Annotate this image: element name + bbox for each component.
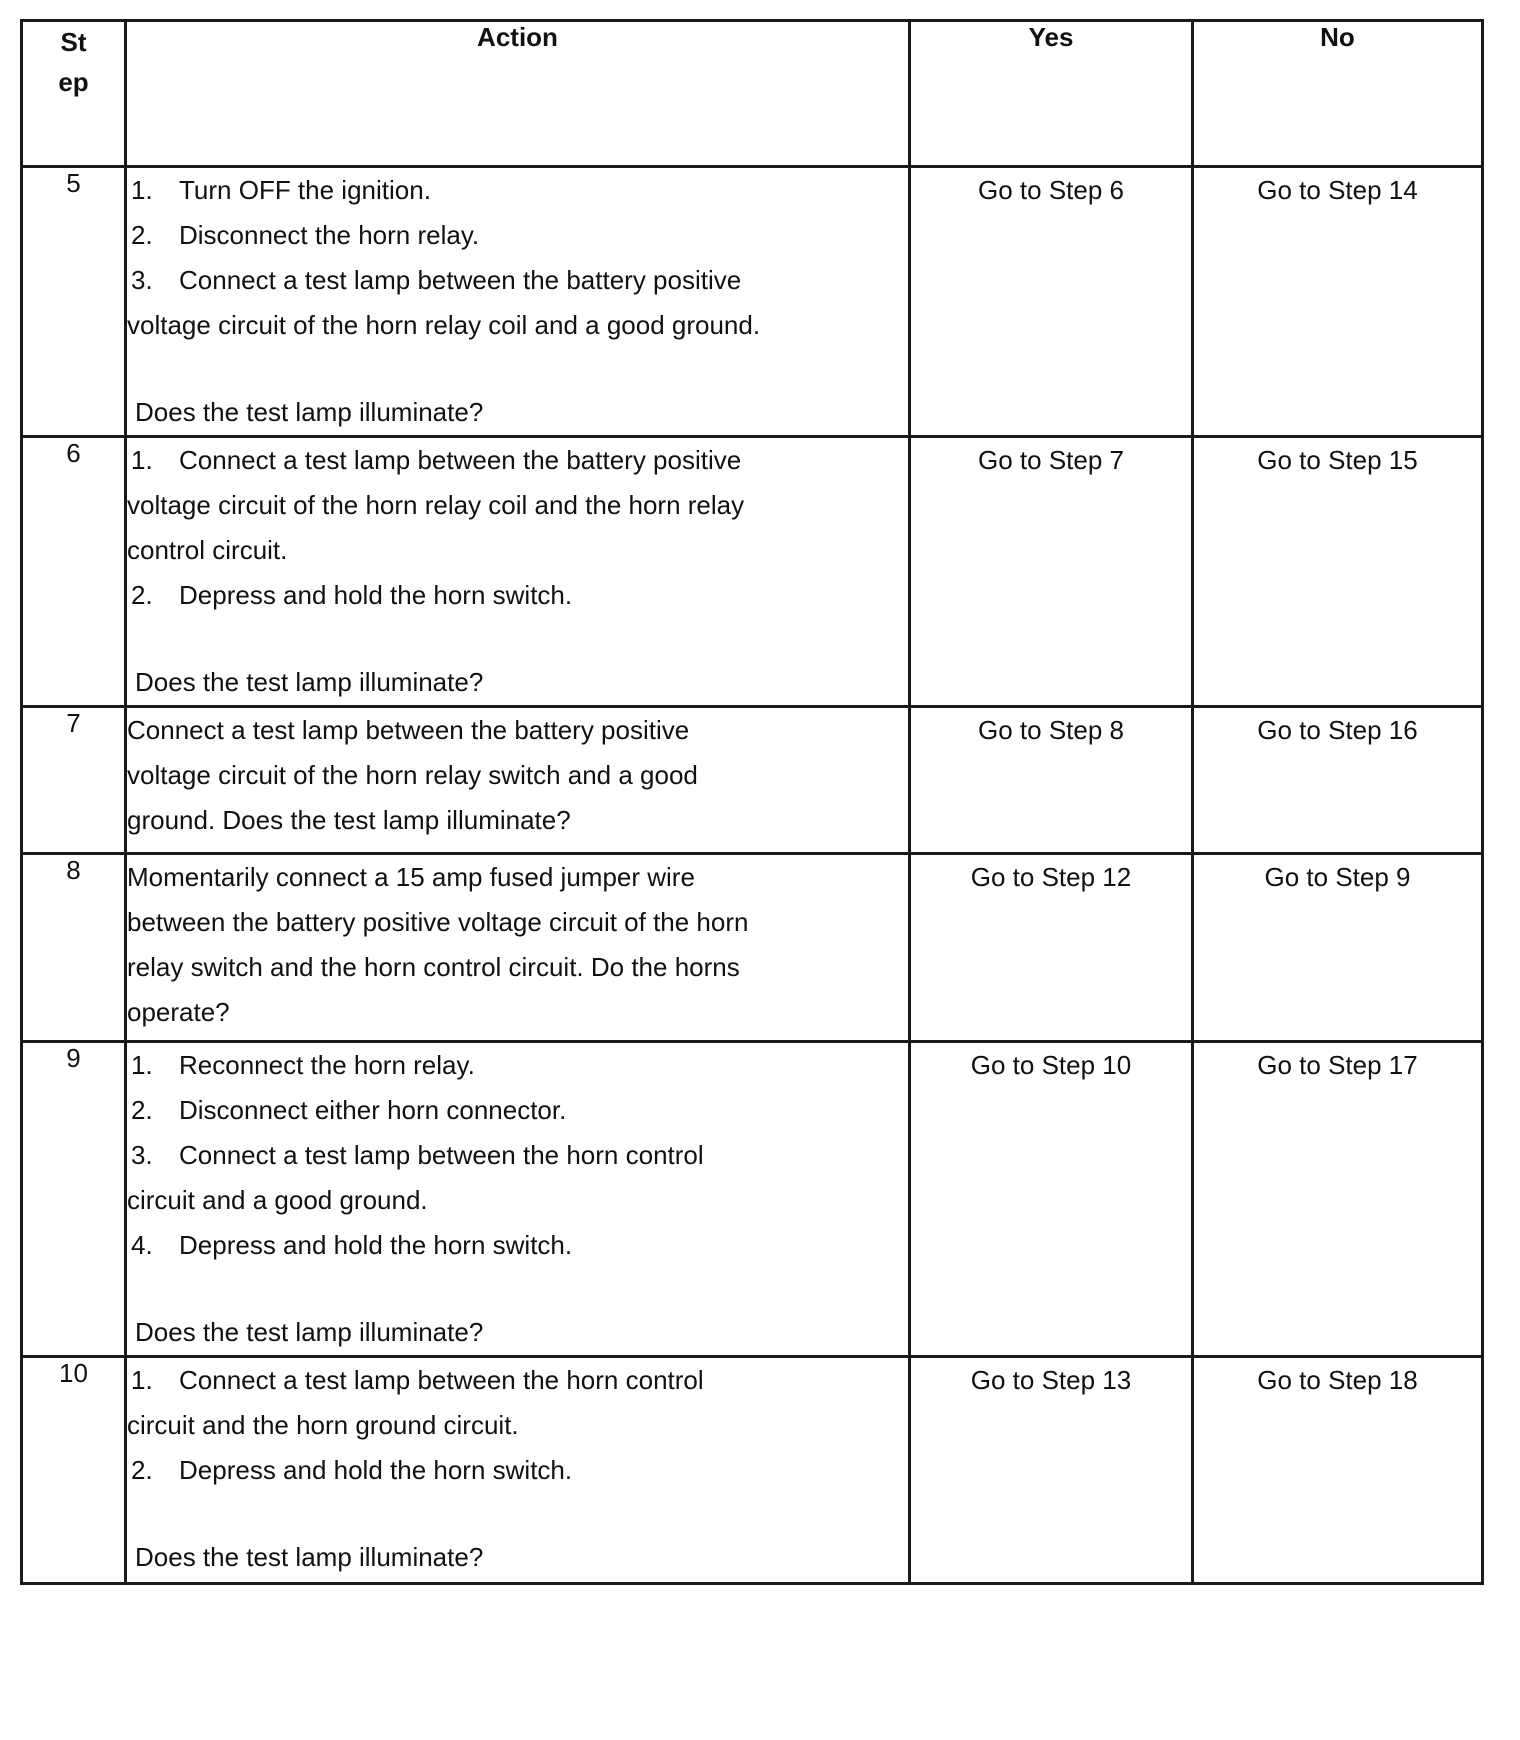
item-number: 1.: [131, 1050, 153, 1080]
item-text: Depress and hold the horn switch.: [179, 580, 573, 610]
list-item: [127, 1448, 908, 1493]
step-number: 8: [22, 854, 126, 1042]
no-cell: Go to Step 15: [1193, 437, 1483, 707]
item-number: 3.: [131, 265, 153, 295]
list-item: [127, 213, 908, 258]
item-number: 1.: [131, 1365, 153, 1395]
action-line: operate?: [127, 997, 230, 1027]
item-number: 1.: [131, 445, 153, 475]
action-cell: [126, 1357, 910, 1584]
question-text: Does the test lamp illuminate?: [135, 667, 484, 697]
action-line: relay switch and the horn control circuit. Do the horns: [127, 952, 740, 982]
item-number: 2.: [131, 220, 153, 250]
item-continuation: circuit and a good ground.: [127, 1185, 428, 1215]
step-number: 9: [22, 1042, 126, 1357]
diagnostic-table: [20, 19, 1484, 1585]
item-number: 2.: [131, 580, 153, 610]
header-step-line2: ep: [58, 67, 89, 97]
item-text: Disconnect the horn relay.: [179, 220, 480, 250]
item-text: Depress and hold the horn switch.: [179, 1230, 573, 1260]
action-line: between the battery positive voltage circuit of the horn: [127, 907, 749, 937]
table-row: [22, 1357, 1483, 1584]
item-text: Connect a test lamp between the horn control: [179, 1365, 704, 1395]
item-number: 3.: [131, 1140, 153, 1170]
list-item: [127, 438, 908, 483]
action-cell: [126, 437, 910, 707]
question-text: Does the test lamp illuminate?: [135, 397, 484, 427]
header-row: [22, 21, 1483, 167]
item-number: 4.: [131, 1230, 153, 1260]
table-row: [22, 437, 1483, 707]
item-text: Turn OFF the ignition.: [179, 175, 431, 205]
action-cell: [126, 1042, 910, 1357]
step-number: 10: [22, 1357, 126, 1584]
item-text: Connect a test lamp between the battery positive: [179, 445, 742, 475]
question-text: Does the test lamp illuminate?: [135, 1542, 484, 1572]
yes-cell: Go to Step 12: [910, 854, 1193, 1042]
action-line: Momentarily connect a 15 amp fused jumper wire: [127, 862, 695, 892]
yes-cell: Go to Step 8: [910, 707, 1193, 854]
header-yes: Yes: [910, 21, 1193, 167]
action-line: Connect a test lamp between the battery positive: [127, 715, 690, 745]
item-continuation: control circuit.: [127, 535, 288, 565]
yes-cell: Go to Step 13: [910, 1357, 1193, 1584]
table-row: [22, 707, 1483, 854]
list-item: [127, 258, 908, 303]
list-item: [127, 1043, 908, 1088]
list-item: [127, 573, 908, 618]
item-number: 2.: [131, 1455, 153, 1485]
action-cell: [126, 854, 910, 1042]
action-cell: [126, 707, 910, 854]
item-text: Reconnect the horn relay.: [179, 1050, 475, 1080]
item-continuation: voltage circuit of the horn relay coil and the horn relay: [127, 490, 745, 520]
action-cell: [126, 167, 910, 437]
yes-cell: Go to Step 6: [910, 167, 1193, 437]
item-text: Depress and hold the horn switch.: [179, 1455, 573, 1485]
item-continuation: circuit and the horn ground circuit.: [127, 1410, 519, 1440]
item-number: 2.: [131, 1095, 153, 1125]
step-number: 7: [22, 707, 126, 854]
step-number: 5: [22, 167, 126, 437]
table-row: [22, 1042, 1483, 1357]
header-no: No: [1193, 21, 1483, 167]
item-text: Connect a test lamp between the horn control: [179, 1140, 704, 1170]
list-item: [127, 1358, 908, 1403]
header-action: Action: [126, 21, 910, 167]
action-line: ground. Does the test lamp illuminate?: [127, 805, 571, 835]
item-continuation: voltage circuit of the horn relay coil and a good ground.: [127, 310, 761, 340]
table-row: [22, 167, 1483, 437]
action-line: voltage circuit of the horn relay switch and a good: [127, 760, 698, 790]
header-step: [22, 21, 126, 167]
no-cell: Go to Step 16: [1193, 707, 1483, 854]
item-text: Connect a test lamp between the battery positive: [179, 265, 742, 295]
yes-cell: Go to Step 10: [910, 1042, 1193, 1357]
no-cell: Go to Step 17: [1193, 1042, 1483, 1357]
list-item: [127, 168, 908, 213]
step-number: 6: [22, 437, 126, 707]
list-item: [127, 1223, 908, 1268]
table-row: [22, 854, 1483, 1042]
no-cell: Go to Step 9: [1193, 854, 1483, 1042]
header-step-line1: St: [60, 27, 87, 57]
item-number: 1.: [131, 175, 153, 205]
no-cell: Go to Step 14: [1193, 167, 1483, 437]
item-text: Disconnect either horn connector.: [179, 1095, 567, 1125]
yes-cell: Go to Step 7: [910, 437, 1193, 707]
list-item: [127, 1088, 908, 1133]
question-text: Does the test lamp illuminate?: [135, 1317, 484, 1347]
no-cell: Go to Step 18: [1193, 1357, 1483, 1584]
list-item: [127, 1133, 908, 1178]
